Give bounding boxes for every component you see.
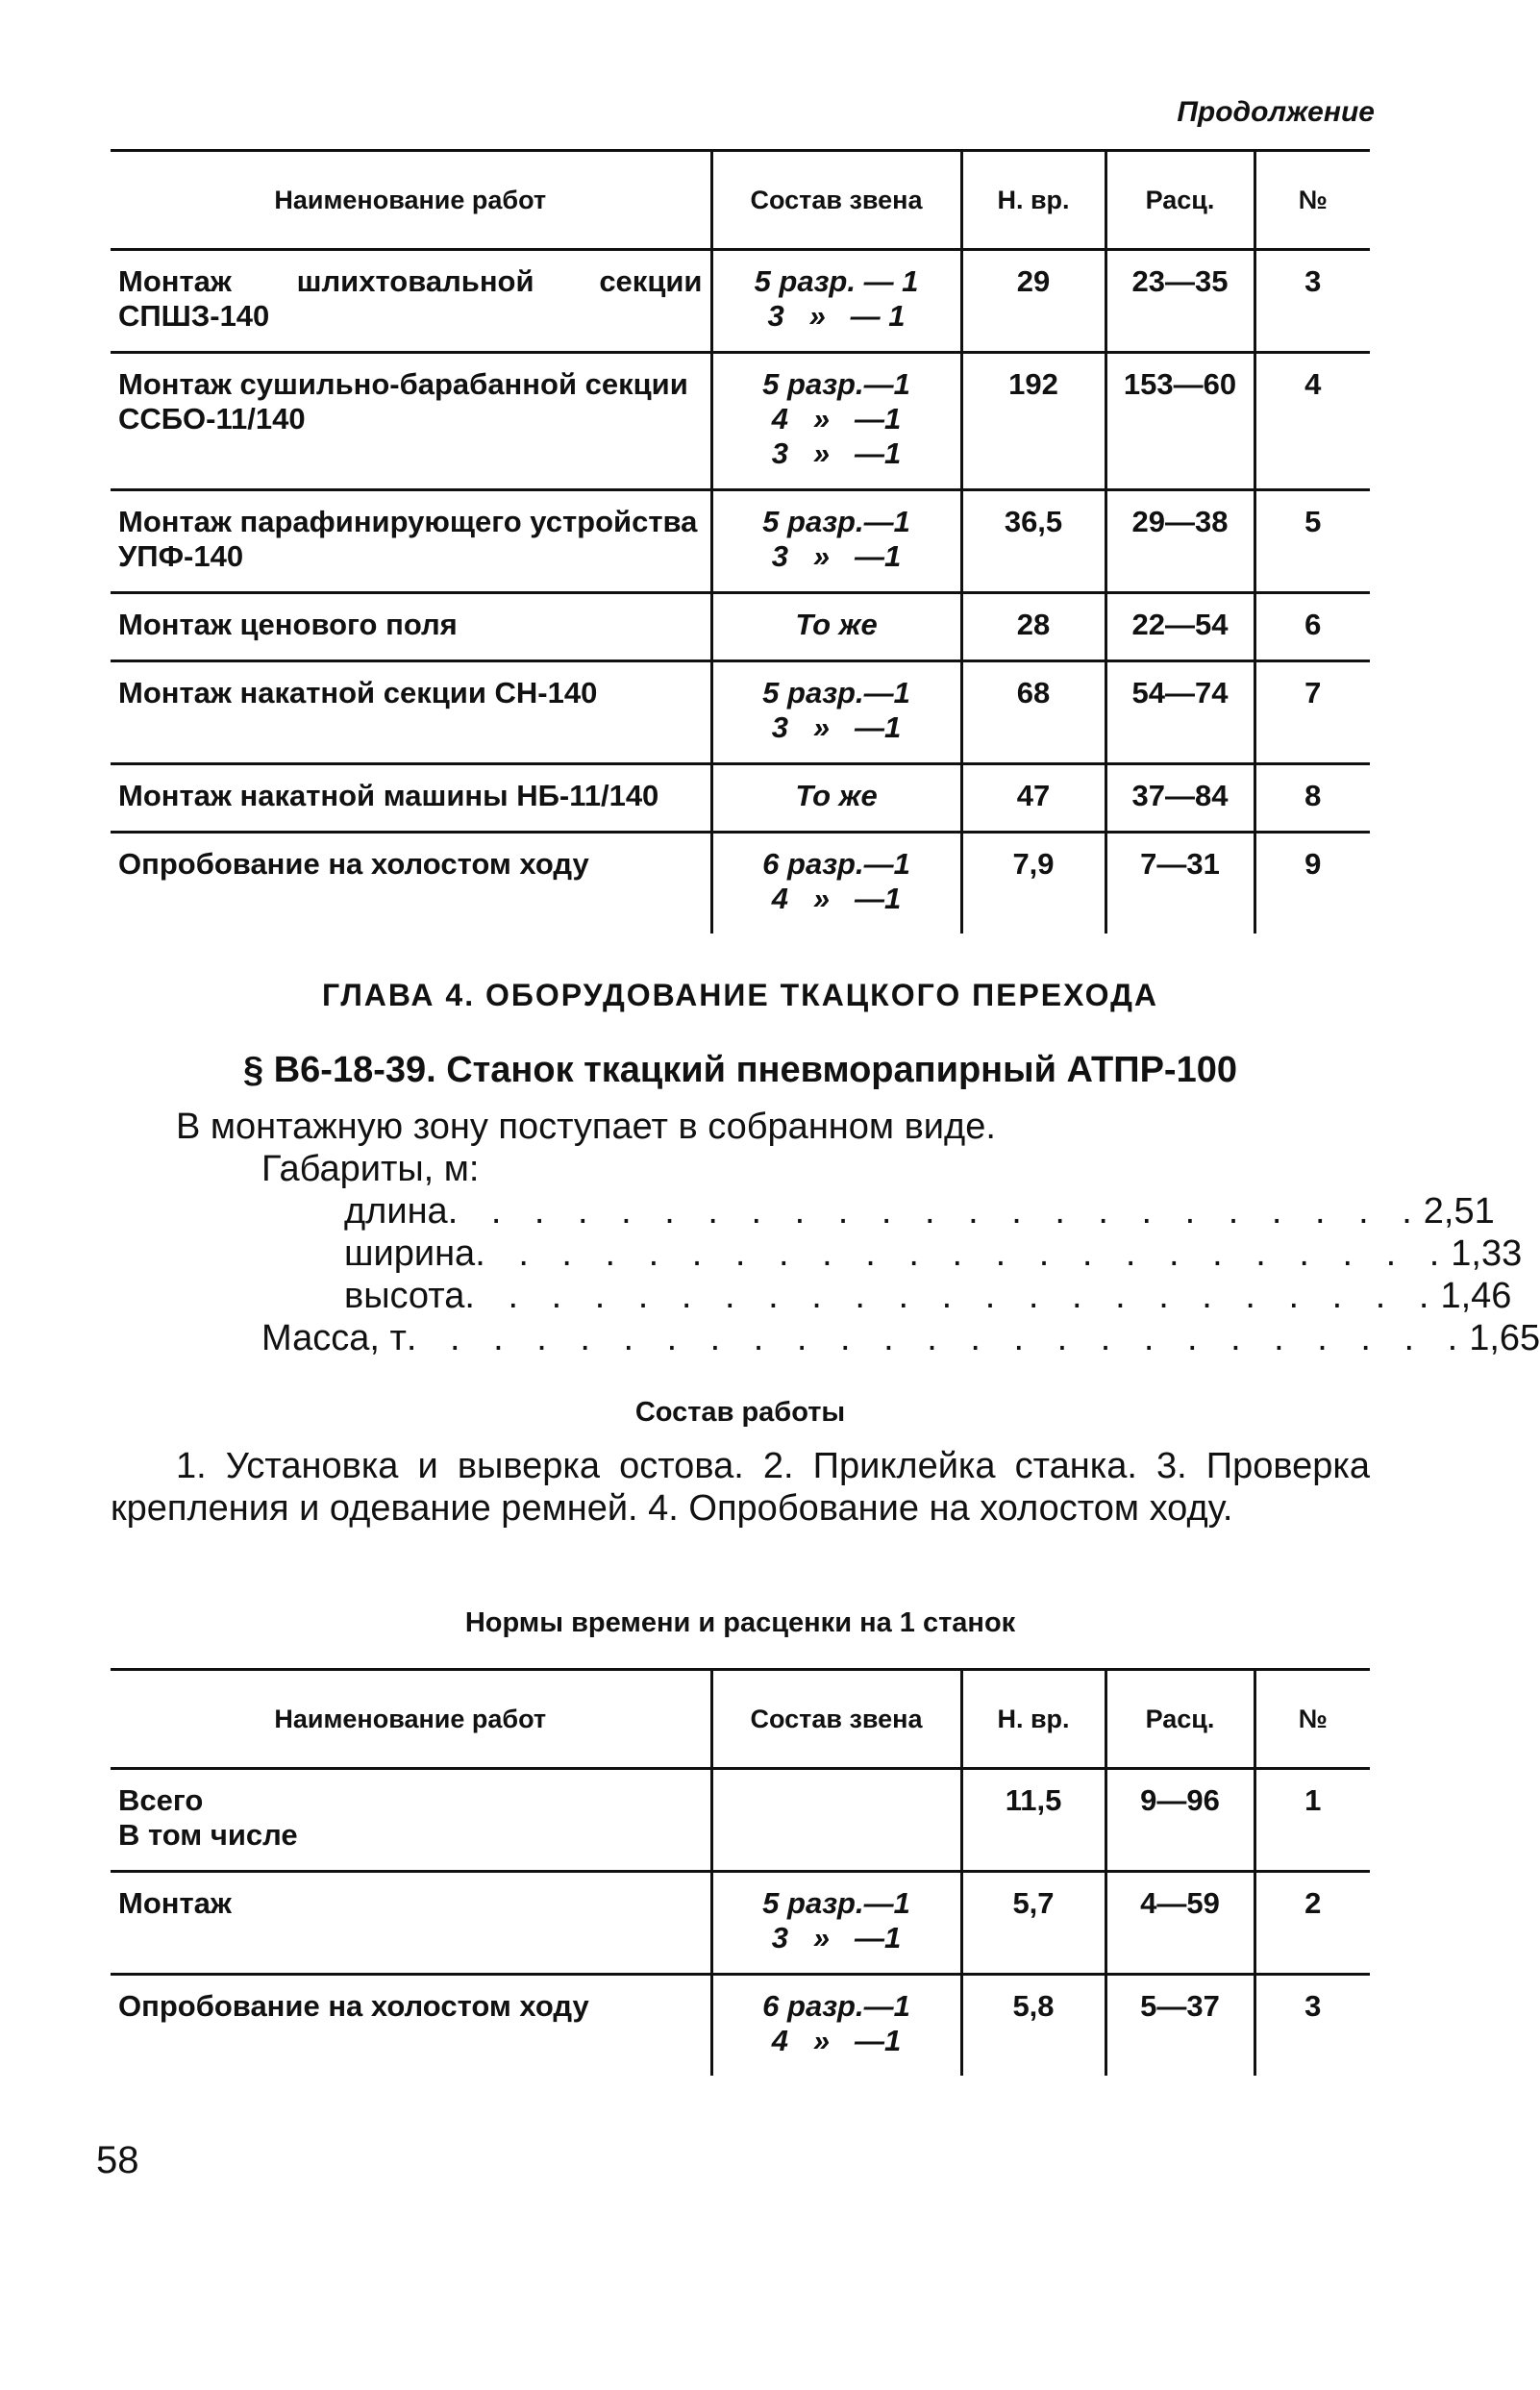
time-norm: 28: [961, 593, 1105, 661]
crew-line: То же: [795, 779, 878, 812]
rate: 54—74: [1105, 661, 1254, 764]
rate: 7—31: [1105, 833, 1254, 934]
crew-line: 3 » —1: [771, 539, 902, 573]
header-work-name: Наименование работ: [274, 1704, 547, 1733]
crew-composition: [711, 490, 961, 593]
table-row: [111, 661, 1370, 764]
crew-composition: [711, 353, 961, 490]
dimension-row: [344, 1232, 1523, 1275]
dimension-label: длина: [344, 1191, 448, 1232]
table-row: [111, 593, 1370, 661]
header-rate: Расц.: [1105, 1670, 1254, 1769]
time-norm: 192: [961, 353, 1105, 490]
norms-table: [111, 1668, 1370, 2076]
crew-line: 5 разр.—1: [762, 367, 910, 401]
dimension-label: ширина: [344, 1233, 476, 1274]
work-name: Опробование на холостом ходу: [118, 847, 589, 881]
time-norm: 47: [961, 764, 1105, 833]
work-name-line: В том числе: [118, 1818, 298, 1852]
work-name: Монтаж накатной секции СН-140: [118, 676, 598, 710]
crew-line: 6 разр.—1: [762, 1989, 910, 2023]
table-row: [111, 490, 1370, 593]
crew-line: 5 разр.—1: [762, 505, 910, 538]
header-crew: Состав звена: [711, 1670, 961, 1769]
time-norm: 7,9: [961, 833, 1105, 934]
time-norm: 68: [961, 661, 1105, 764]
work-name: Монтаж сушильно-барабанной секции ССБО-11/140: [118, 367, 688, 436]
rate: 4—59: [1105, 1872, 1254, 1975]
row-number: 1: [1254, 1769, 1370, 1872]
norms-heading: Нормы времени и расценки на 1 станок: [464, 1607, 1016, 1638]
rate: 23—35: [1105, 250, 1254, 353]
crew-composition: [711, 1872, 961, 1975]
time-norm: 36,5: [961, 490, 1105, 593]
work-name: [111, 1975, 711, 2077]
crew-line: 3 » —1: [771, 710, 902, 744]
crew-line: 3 » —1: [771, 1921, 902, 1954]
rate: 37—84: [1105, 764, 1254, 833]
table-row: [111, 250, 1370, 353]
intro-text: В монтажную зону поступает в собранном виде.: [176, 1107, 996, 1147]
dimension-value: 1,33: [1451, 1233, 1523, 1274]
table-row: [111, 764, 1370, 833]
work-name: Монтаж накатной машины НБ-11/140: [118, 779, 659, 812]
work-name-line: Опробование на холостом ходу: [118, 1989, 589, 2023]
work-description: 1. Установка и выверка остова. 2. Приклейка станка. 3. Проверка крепления и одевание ремней. 4. Опробование на холостом ходу.: [111, 1446, 1370, 1529]
row-number: 2: [1254, 1872, 1370, 1975]
table-row: [111, 1872, 1370, 1975]
work-name: [111, 1769, 711, 1872]
time-norm: 29: [961, 250, 1105, 353]
crew-line: 4 » —1: [771, 402, 902, 436]
mass-row: [261, 1317, 1540, 1359]
row-number: 9: [1254, 833, 1370, 934]
chapter-title: ГЛАВА 4. ОБОРУДОВАНИЕ ТКАЦКОГО ПЕРЕХОДА: [321, 978, 1159, 1012]
dimension-value: 2,51: [1423, 1191, 1495, 1232]
header-crew: Состав звена: [711, 151, 961, 250]
row-number: 6: [1254, 593, 1370, 661]
row-number: 3: [1254, 1975, 1370, 2077]
crew-line: 3 » —1: [771, 436, 902, 470]
table-row: [111, 833, 1370, 934]
header-work-name: Наименование работ: [274, 185, 547, 214]
work-name: Монтаж ценового поля: [118, 608, 458, 641]
crew-line: 6 разр.—1: [762, 847, 910, 881]
crew-line: 4 » —1: [771, 882, 902, 915]
table-header-row: [111, 151, 1370, 250]
dot-leader: . . . . . . . . . . . . . . . . . . . . . . .: [447, 1191, 1424, 1232]
row-number: 5: [1254, 490, 1370, 593]
time-norm: 5,7: [961, 1872, 1105, 1975]
paragraph-title: § В6-18-39. Станок ткацкий пневморапирный АТПР-100: [243, 1050, 1237, 1090]
rate: 153—60: [1105, 353, 1254, 490]
dot-leader: . . . . . . . . . . . . . . . . . . . . . . . . .: [406, 1318, 1470, 1358]
dimension-label: высота: [344, 1276, 465, 1316]
crew-composition: [711, 661, 961, 764]
table-row: [111, 353, 1370, 490]
row-number: 3: [1254, 250, 1370, 353]
dot-leader: . . . . . . . . . . . . . . . . . . . . . . .: [475, 1233, 1452, 1274]
header-time-norm: Н. вр.: [961, 1670, 1105, 1769]
dimensions-list: [344, 1190, 1523, 1317]
mass-value: 1,65: [1469, 1318, 1540, 1358]
row-number: 7: [1254, 661, 1370, 764]
mass-line: [261, 1317, 1540, 1359]
table-row: [111, 1769, 1370, 1872]
crew-composition: [711, 833, 961, 934]
work-name: Монтаж парафинирующего устройства УПФ-140: [118, 505, 698, 573]
dimensions-label: Габариты, м:: [261, 1149, 480, 1189]
crew-composition: [711, 593, 961, 661]
table-header-row: [111, 1670, 1370, 1769]
mass-label: Масса, т: [261, 1318, 407, 1358]
work-name-line: Всего: [118, 1783, 204, 1817]
dimension-row: [344, 1190, 1495, 1232]
crew-line: То же: [795, 608, 878, 641]
dimension-value: 1,46: [1440, 1276, 1512, 1316]
time-norm: 11,5: [961, 1769, 1105, 1872]
work-name: [111, 1872, 711, 1975]
header-time-norm: Н. вр.: [961, 151, 1105, 250]
crew-composition: [711, 250, 961, 353]
work-name: Монтаж шлихтовальной секции СПШЗ-140: [118, 264, 703, 333]
rate: 29—38: [1105, 490, 1254, 593]
table-row: [111, 1975, 1370, 2077]
row-number: 8: [1254, 764, 1370, 833]
crew-composition: [711, 764, 961, 833]
rate: 22—54: [1105, 593, 1254, 661]
row-number: 4: [1254, 353, 1370, 490]
header-rate: Расц.: [1105, 151, 1254, 250]
crew-line: 5 разр.—1: [762, 1886, 910, 1920]
crew-line: 4 » —1: [771, 2024, 902, 2057]
header-number: №: [1254, 1670, 1370, 1769]
continuation-label: Продолжение: [1177, 96, 1375, 128]
crew-line: 3 » — 1: [767, 299, 906, 333]
crew-composition: [711, 1975, 961, 2077]
crew-line: 5 разр.—1: [762, 676, 910, 710]
norms-table-continued: [111, 149, 1370, 934]
crew-line: 5 разр. — 1: [754, 264, 919, 298]
rate: 9—96: [1105, 1769, 1254, 1872]
crew-composition: [711, 1769, 961, 1872]
dot-leader: . . . . . . . . . . . . . . . . . . . . . . .: [464, 1276, 1441, 1316]
page-number: 58: [96, 2139, 139, 2181]
work-heading: Состав работы: [634, 1397, 846, 1428]
work-name-line: Монтаж: [118, 1886, 232, 1920]
rate: 5—37: [1105, 1975, 1254, 2077]
time-norm: 5,8: [961, 1975, 1105, 2077]
header-number: №: [1254, 151, 1370, 250]
dimension-row: [344, 1275, 1512, 1317]
